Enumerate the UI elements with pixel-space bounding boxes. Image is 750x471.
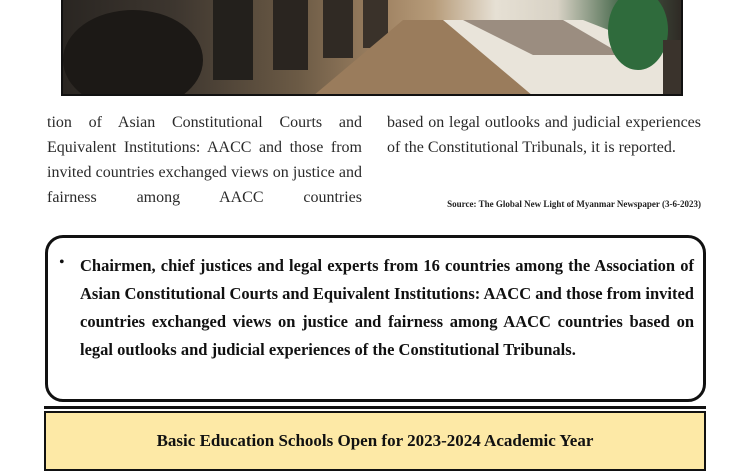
section-title: Basic Education Schools Open for 2023-2024 Academic Year: [156, 431, 594, 450]
section-banner: [44, 411, 706, 471]
article-source: Source: The Global New Light of Myanmar Newspaper (3-6-2023): [447, 199, 701, 209]
photo-figure-shape: [213, 0, 253, 80]
conference-photo-illustration: [63, 0, 683, 96]
section-divider: [44, 406, 706, 409]
article-left-column: tion of Asian Constitutional Courts and Equivalent Institutions: AACC and those from invited countries exchanged views on justice and fairness among AACC countries: [47, 114, 362, 206]
article-right-column: [387, 110, 701, 160]
photo-figure-shape: [323, 0, 353, 58]
conference-photo: [61, 0, 683, 96]
photo-figure-shape: [273, 0, 308, 70]
bullet-icon: •: [59, 254, 65, 271]
article-right-text: based on legal outlooks and judicial experiences of the Constitutional Tribunals, it is reported.: [387, 114, 701, 156]
photo-figure-shape: [663, 40, 683, 96]
summary-bullet-text: Chairmen, chief justices and legal experts from 16 countries among the Association of Asian Constitutional Courts and Equivalent Institutions: AACC and those from invited countries exchanged views on justice and fairness among AACC countries based on legal outlooks and judicial experiences of the Constitutional Tribunals.: [80, 256, 694, 359]
summary-box: [45, 235, 706, 402]
photo-figure-shape: [63, 10, 203, 96]
